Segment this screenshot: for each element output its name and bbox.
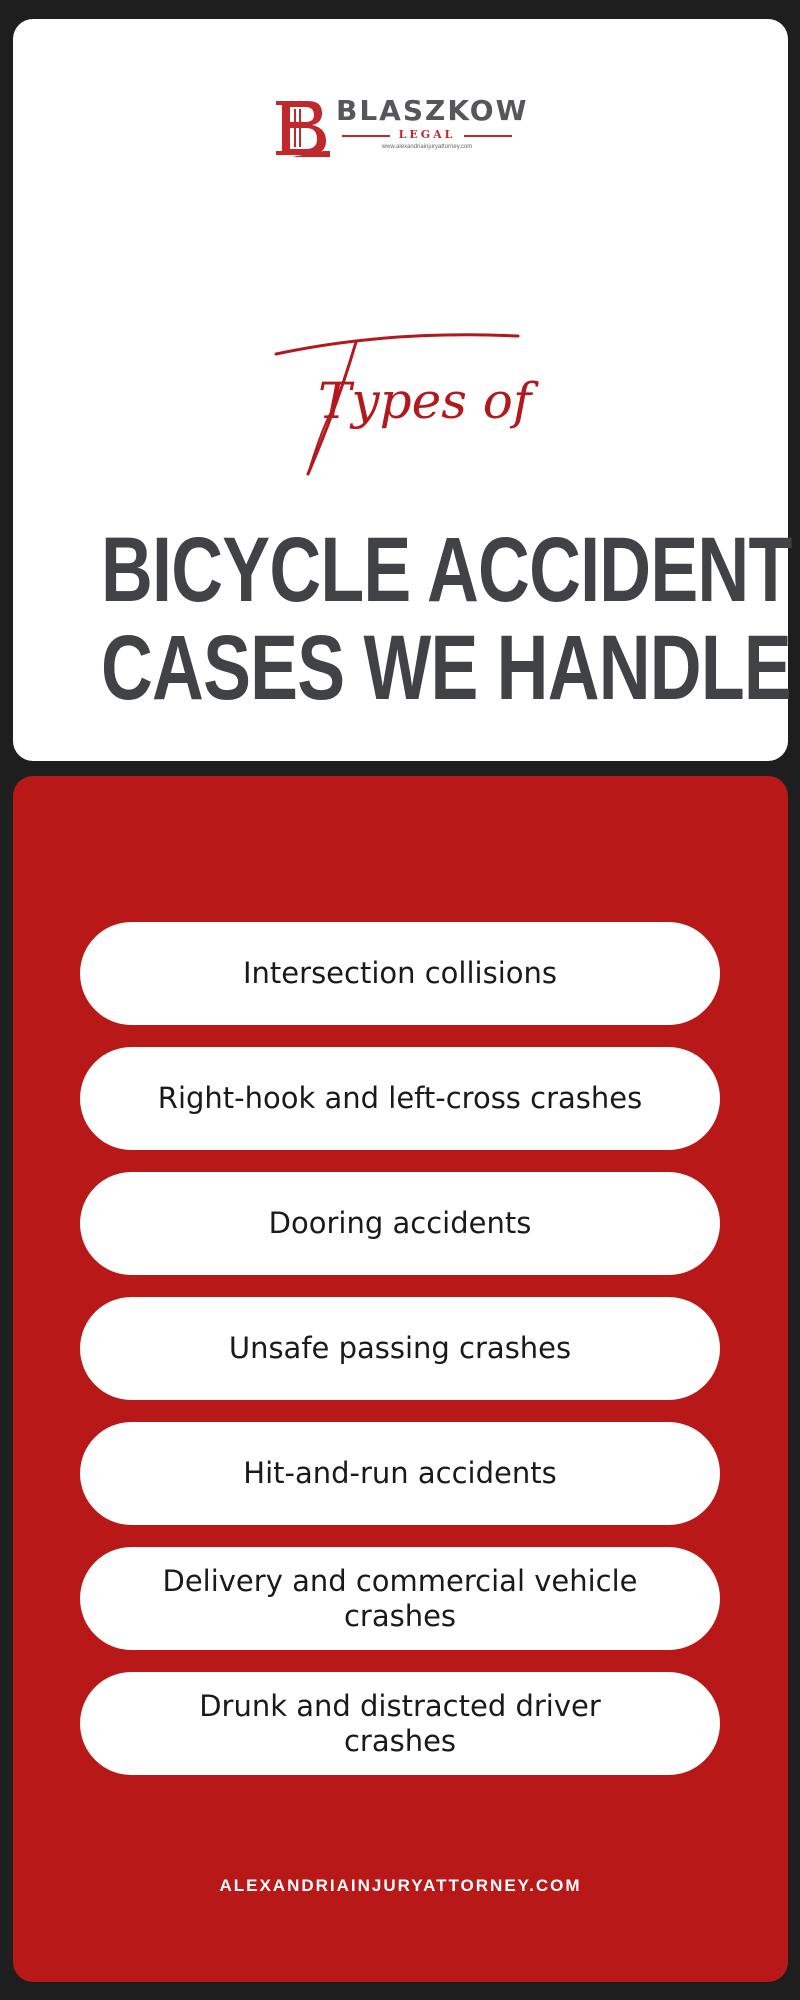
case-type-item — [80, 1422, 720, 1525]
logo-divider-right — [464, 135, 512, 137]
case-type-label: Unsafe passing crashes — [228, 1331, 572, 1365]
title-line-1: BICYCLE ACCIDENT — [101, 518, 792, 621]
case-type-item — [80, 1172, 720, 1275]
case-type-label: Right-hook and left-cross crashes — [157, 1081, 643, 1115]
case-types-list — [80, 922, 720, 1797]
case-type-label: Delivery and commercial vehicle crashes — [162, 1563, 638, 1633]
case-types-card — [13, 776, 788, 1982]
case-type-item — [80, 1547, 720, 1650]
script-heading-text: Types of — [318, 372, 532, 430]
case-type-label: Intersection collisions — [243, 956, 557, 990]
case-type-label: Hit-and-run accidents — [243, 1456, 557, 1490]
logo-subtitle-text: LEGAL — [398, 128, 456, 141]
case-type-item — [80, 1297, 720, 1400]
case-type-item — [80, 1672, 720, 1775]
case-type-label: Dooring accidents — [268, 1206, 532, 1240]
page-title — [13, 518, 800, 719]
case-type-item — [80, 1047, 720, 1150]
case-type-label: Drunk and distracted driver crashes — [199, 1688, 601, 1758]
logo-subtitle — [342, 128, 512, 142]
title-line-2: CASES WE HANDLE — [101, 616, 791, 719]
logo-url: www.alexandriainjuryattorney.com — [381, 144, 473, 150]
script-heading — [268, 324, 538, 484]
header-card — [13, 19, 792, 761]
bl-monogram-icon — [272, 97, 332, 159]
blaszkow-legal-logo — [260, 75, 540, 165]
logo-name: BLASZKOW — [336, 94, 529, 127]
footer-website-url: ALEXANDRIAINJURYATTORNEY.COM — [219, 1876, 582, 1895]
case-type-item — [80, 922, 720, 1025]
